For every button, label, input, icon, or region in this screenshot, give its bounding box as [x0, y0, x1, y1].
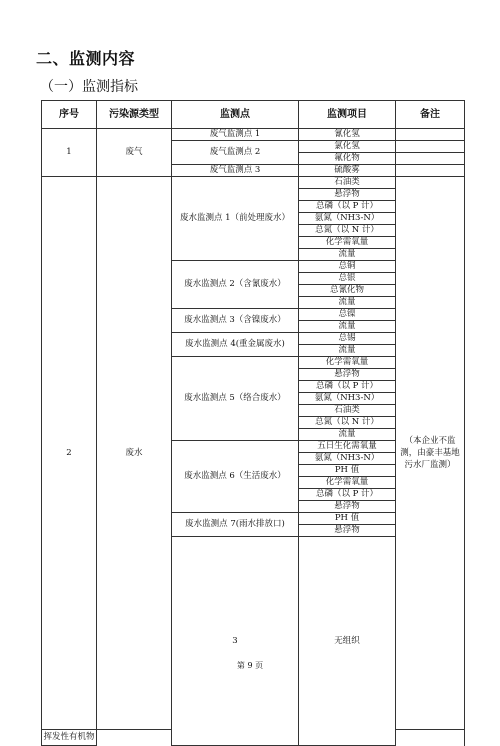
- monitoring-item: PH 值: [299, 465, 396, 477]
- monitoring-point: 废水监测点 5（络合废水）: [172, 357, 299, 441]
- monitoring-item: 氨氮（NH3-N）: [299, 393, 396, 405]
- row-no: 1: [42, 129, 97, 177]
- monitoring-point: 废水监测点 3（含镍废水）: [172, 309, 299, 333]
- monitoring-item: 总氮（以 N 计）: [299, 417, 396, 429]
- header-item: 监测项目: [299, 101, 396, 129]
- monitoring-item: 氨氮（NH3-N）: [299, 213, 396, 225]
- row-type: 废气: [97, 129, 172, 177]
- monitoring-item: 氰化氢: [299, 129, 396, 141]
- table-header-row: [42, 101, 465, 129]
- remark-cell: [396, 129, 465, 141]
- monitoring-point: 废水监测点 1（前处理废水）: [172, 177, 299, 261]
- header-no: 序号: [42, 101, 97, 129]
- monitoring-item: 流量: [299, 321, 396, 333]
- monitoring-item: 化学需氧量: [299, 477, 396, 489]
- monitoring-item: 流量: [299, 345, 396, 357]
- monitoring-item: 悬浮物: [299, 369, 396, 381]
- monitoring-item: 硫酸雾: [299, 165, 396, 177]
- monitoring-item: PH 值: [299, 513, 396, 525]
- remark-cell: [396, 141, 465, 153]
- monitoring-point: 废水监测点 4(重金属废水): [172, 333, 299, 357]
- monitoring-item: 流量: [299, 249, 396, 261]
- header-remark: 备注: [396, 101, 465, 129]
- monitoring-item: 总银: [299, 273, 396, 285]
- monitoring-item: 石油类: [299, 177, 396, 189]
- monitoring-item: 化学需氧量: [299, 237, 396, 249]
- monitoring-table: [41, 100, 465, 746]
- header-type: 污染源类型: [97, 101, 172, 129]
- monitoring-item: 流量: [299, 429, 396, 441]
- monitoring-item: 五日生化需氧量: [299, 441, 396, 453]
- monitoring-item: 总磷（以 P 计）: [299, 381, 396, 393]
- monitoring-item: 总磷（以 P 计）: [299, 489, 396, 501]
- monitoring-item: 化学需氧量: [299, 357, 396, 369]
- monitoring-item: 总锡: [299, 333, 396, 345]
- row-no: 2: [42, 177, 97, 730]
- remark-cell: [396, 153, 465, 165]
- monitoring-item: 总氮（以 N 计）: [299, 225, 396, 237]
- monitoring-item: 总铜: [299, 261, 396, 273]
- header-point: 监测点: [172, 101, 299, 129]
- row-type: 废水: [97, 177, 172, 730]
- row-type: 无组织: [299, 537, 396, 746]
- monitoring-point: 废气监测点 1: [172, 129, 299, 141]
- monitoring-item: 总磷（以 P 计）: [299, 201, 396, 213]
- monitoring-point: 废气监测点 3: [172, 165, 299, 177]
- monitoring-item: 总氰化物: [299, 285, 396, 297]
- monitoring-item: 氯化氢: [299, 141, 396, 153]
- remark-cell: [396, 165, 465, 177]
- monitoring-item: 氟化物: [299, 153, 396, 165]
- subsection-title: （一）监测指标: [40, 79, 138, 95]
- monitoring-point: 废水监测点 7(雨水排放口): [172, 513, 299, 537]
- page-number: 第 9 页: [236, 661, 264, 670]
- monitoring-item: 悬浮物: [299, 525, 396, 537]
- monitoring-item: 总镍: [299, 309, 396, 321]
- monitoring-item: 悬浮物: [299, 189, 396, 201]
- monitoring-point: 废水监测点 6（生活废水）: [172, 441, 299, 513]
- monitoring-point: 废水监测点 2（含氰废水）: [172, 261, 299, 309]
- monitoring-item: 流量: [299, 297, 396, 309]
- monitoring-item: 石油类: [299, 405, 396, 417]
- monitoring-item: 挥发性有机物: [42, 730, 97, 746]
- monitoring-item: 悬浮物: [299, 501, 396, 513]
- section-title: 二、监测内容: [36, 49, 136, 68]
- row-no: 3: [172, 537, 299, 746]
- monitoring-item: 氨氮（NH3-N）: [299, 453, 396, 465]
- remark-cell: （本企业不监测，由豪丰基地污水厂监测）: [396, 177, 465, 730]
- monitoring-point: 废气监测点 2: [172, 141, 299, 165]
